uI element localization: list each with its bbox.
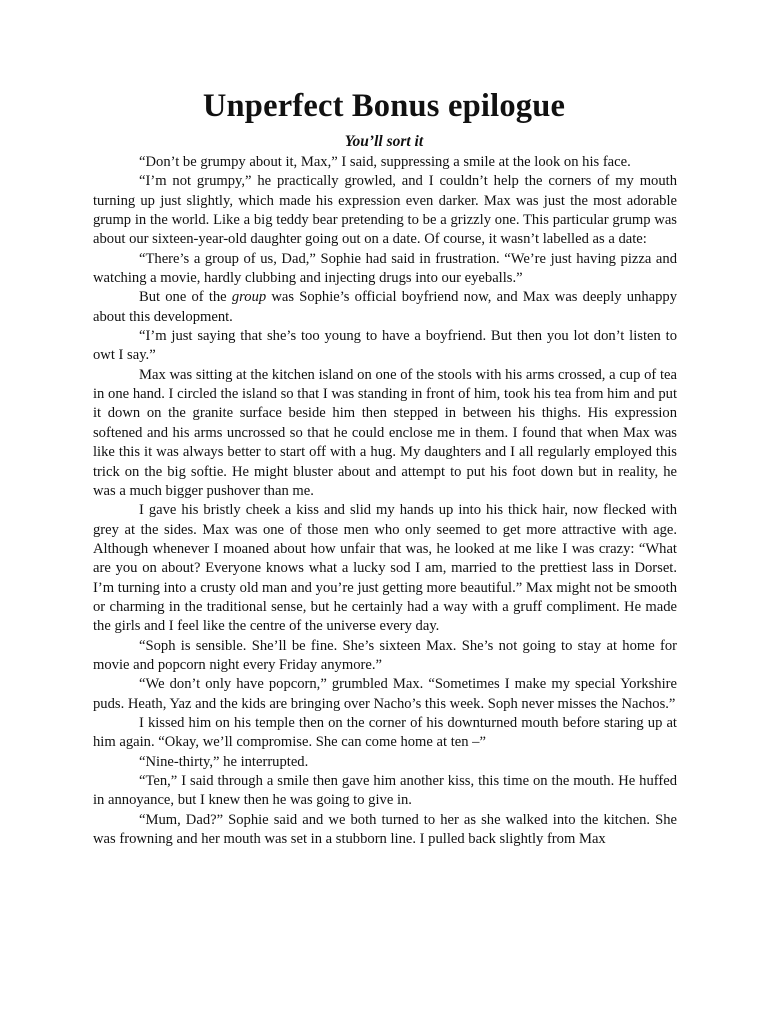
document-body [93,153,677,849]
paragraph: “Don’t be grumpy about it, Max,” I said, suppressing a smile at the look on his face. [139,154,631,170]
paragraph: “There’s a group of us, Dad,” Sophie had said in frustration. “We’re just having pizza and watching a movie, hardly clubbing and injecting drugs into our eyeballs.” [93,250,677,287]
paragraph: Max was sitting at the kitchen island on one of the stools with his arms crossed, a cup of tea in one hand. I circled the island so that I was standing in front of him, took his tea from him and put it down on the granite surface beside him then stepped in between his thighs. His expression softened and his arms uncrossed so that he could enclose me in them. I found that when Max was like this it was always better to start off with a hug. My daughters and I all regularly employed this trick on the big softie. He might bluster about and attempt to put his foot down but in reality, he was a much bigger pushover than me. [93,366,677,499]
paragraph: I gave his bristly cheek a kiss and slid my hands up into his thick hair, now flecked with grey at the sides. Max was one of those men who only seemed to get more attractive with age. Although whenever I moaned about how unfair that was, he looked at me like I was crazy: “What are you on about? Everyone knows what a lucky sod I am, married to the prettiest lass in Dorset. I’m turning into a crusty old man and you’re just getting more beautiful.” Max might not be smooth or charming in the traditional sense, but he certainly had a way with a gruff compliment. He made the girls and I feel like the centre of the universe every day. [93,502,677,635]
document-title: Unperfect Bonus epilogue [202,88,566,124]
paragraph: “Ten,” I said through a smile then gave him another kiss, this time on the mouth. He huffed in annoyance, but I knew then he was going to give in. [93,773,677,809]
emphasis-text: group [231,289,267,306]
paragraph: “Nine-thirty,” he interrupted. [139,753,309,770]
paragraph: “I’m just saying that she’s too young to have a boyfriend. But then you lot don’t listen to owt I say.” [93,328,677,364]
paragraph-text: But one of the [139,289,232,306]
paragraph [93,288,677,327]
paragraph: “I’m not grumpy,” he practically growled, and I couldn’t help the corners of my mouth turning up just slightly, which made his expression even darker. Max was just the most adorable grump in the world. Like a big teddy bear pretending to be a grizzly one. This particular grump was about our sixteen-year-old daughter going out on a date. Of course, it wasn’t labelled as a date: [93,173,677,248]
paragraph: “We don’t only have popcorn,” grumbled Max. “Sometimes I make my special Yorkshire puds. Heath, Yaz and the kids are bringing over Nacho’s this week. Soph never misses the Nachos.” [93,676,677,712]
chapter-subtitle: You’ll sort it [344,133,424,150]
paragraph: “Mum, Dad?” Sophie said and we both turned to her as she walked into the kitchen. She was frowning and her mouth was set in a stubborn line. I pulled back slightly from Max [93,811,677,848]
paragraph: I kissed him on his temple then on the corner of his downturned mouth before staring up at him again. “Okay, we’ll compromise. She can come home at ten –” [93,714,677,751]
paragraph: “Soph is sensible. She’ll be fine. She’s sixteen Max. She’s not going to stay at home for movie and popcorn night every Friday anymore.” [93,637,677,673]
paragraph-text: was Sophie’s official boyfriend now, and Max was deeply unhappy about this development. [93,289,677,325]
